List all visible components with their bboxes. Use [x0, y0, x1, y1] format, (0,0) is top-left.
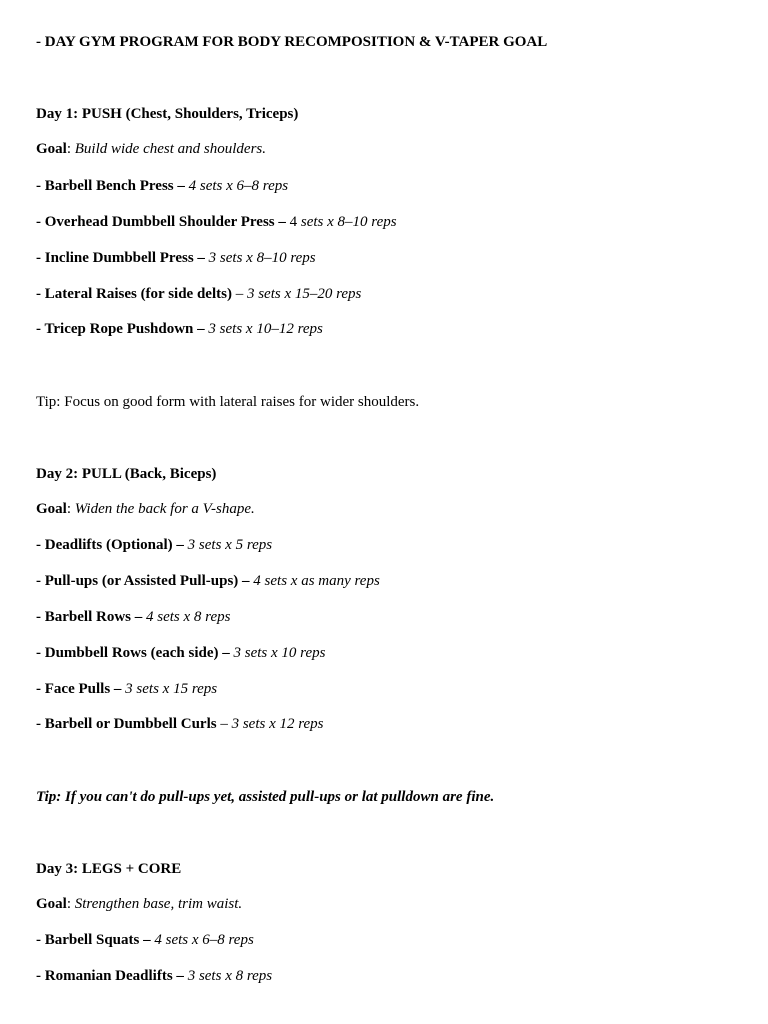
exercise-name: Dumbbell Rows (each side) –: [44, 645, 234, 661]
exercise-name: Lateral Raises (for side delts): [44, 286, 236, 302]
goal-label: Goal: [36, 141, 67, 157]
list-item: [36, 213, 397, 231]
list-dash: -: [36, 250, 45, 266]
goal-separator: :: [66, 141, 75, 157]
exercise-scheme: 3 sets x 8–10 reps: [208, 250, 316, 266]
exercise-name: Overhead Dumbbell Shoulder Press –: [44, 214, 290, 230]
list-item: [36, 680, 217, 698]
list-item: [36, 572, 380, 590]
exercise-name: Barbell or Dumbbell Curls: [44, 716, 221, 732]
list-dash: -: [36, 573, 45, 589]
exercise-scheme: 3 sets x 10–12 reps: [208, 321, 323, 337]
exercise-scheme: 4 sets x 6–8 reps: [154, 932, 254, 948]
list-dash: -: [36, 286, 45, 302]
list-item: [36, 177, 288, 195]
goal-label: Goal: [36, 896, 67, 912]
goal-separator: :: [66, 501, 75, 517]
list-item: [36, 536, 272, 554]
list-item: [36, 967, 272, 985]
exercise-scheme: 4 sets x 6–8 reps: [188, 178, 289, 194]
goal-text: Build wide chest and shoulders.: [74, 141, 267, 157]
exercise-name: Pull-ups (or Assisted Pull-ups) –: [44, 573, 254, 589]
page-title: - DAY GYM PROGRAM FOR BODY RECOMPOSITION & V-TAPER GOAL: [36, 34, 548, 50]
goal-label: Goal: [36, 501, 67, 517]
exercise-scheme: 3 sets x 10 reps: [233, 645, 326, 661]
list-dash: -: [36, 968, 45, 984]
list-dash: -: [36, 609, 45, 625]
exercise-name: Deadlifts (Optional) –: [44, 537, 188, 553]
list-dash: -: [36, 681, 45, 697]
exercise-name: Barbell Bench Press –: [44, 178, 189, 194]
list-item: [36, 931, 254, 949]
day3-goal: [36, 895, 242, 913]
exercise-scheme: 4 sets x 8 reps: [146, 609, 231, 625]
exercise-scheme-lead: 4: [289, 214, 301, 230]
exercise-scheme: 3 sets x 12 reps: [231, 716, 324, 732]
day2-heading: Day 2: PULL (Back, Biceps): [36, 466, 217, 482]
exercise-name: Barbell Squats –: [44, 932, 155, 948]
list-dash: -: [36, 716, 45, 732]
list-dash: -: [36, 214, 45, 230]
day1-tip: Tip: Focus on good form with lateral raises for wider shoulders.: [36, 394, 420, 410]
exercise-name: Barbell Rows –: [44, 609, 146, 625]
exercise-name: Tricep Rope Pushdown –: [44, 321, 209, 337]
day2-tip: Tip: If you can't do pull-ups yet, assisted pull-ups or lat pulldown are fine.: [36, 789, 495, 805]
list-item: [36, 608, 230, 626]
day3-heading: Day 3: LEGS + CORE: [36, 861, 182, 877]
list-item: [36, 249, 316, 267]
goal-text: Strengthen base, trim waist.: [74, 896, 243, 912]
list-dash: -: [36, 932, 45, 948]
list-item: [36, 715, 324, 733]
exercise-scheme: 3 sets x 15–20 reps: [246, 286, 362, 302]
list-item: [36, 320, 323, 338]
day1-goal: [36, 140, 266, 158]
exercise-scheme: sets x 8–10 reps: [300, 214, 397, 230]
goal-text: Widen the back for a V-shape.: [74, 501, 255, 517]
list-dash: -: [36, 321, 45, 337]
exercise-scheme: 3 sets x 5 reps: [187, 537, 273, 553]
exercise-scheme: 3 sets x 8 reps: [187, 968, 273, 984]
exercise-name: Face Pulls –: [44, 681, 126, 697]
exercise-scheme: 3 sets x 15 reps: [125, 681, 218, 697]
list-dash: -: [36, 645, 45, 661]
exercise-name: Romanian Deadlifts –: [44, 968, 188, 984]
list-dash: -: [36, 537, 45, 553]
day2-goal: [36, 500, 255, 518]
list-dash: -: [36, 178, 45, 194]
exercise-separator: –: [235, 286, 247, 302]
list-item: [36, 285, 361, 303]
day1-heading: Day 1: PUSH (Chest, Shoulders, Triceps): [36, 106, 299, 122]
exercise-separator: –: [220, 716, 232, 732]
exercise-scheme: 4 sets x as many reps: [253, 573, 380, 589]
exercise-name: Incline Dumbbell Press –: [44, 250, 209, 266]
goal-separator: :: [66, 896, 75, 912]
list-item: [36, 644, 325, 662]
